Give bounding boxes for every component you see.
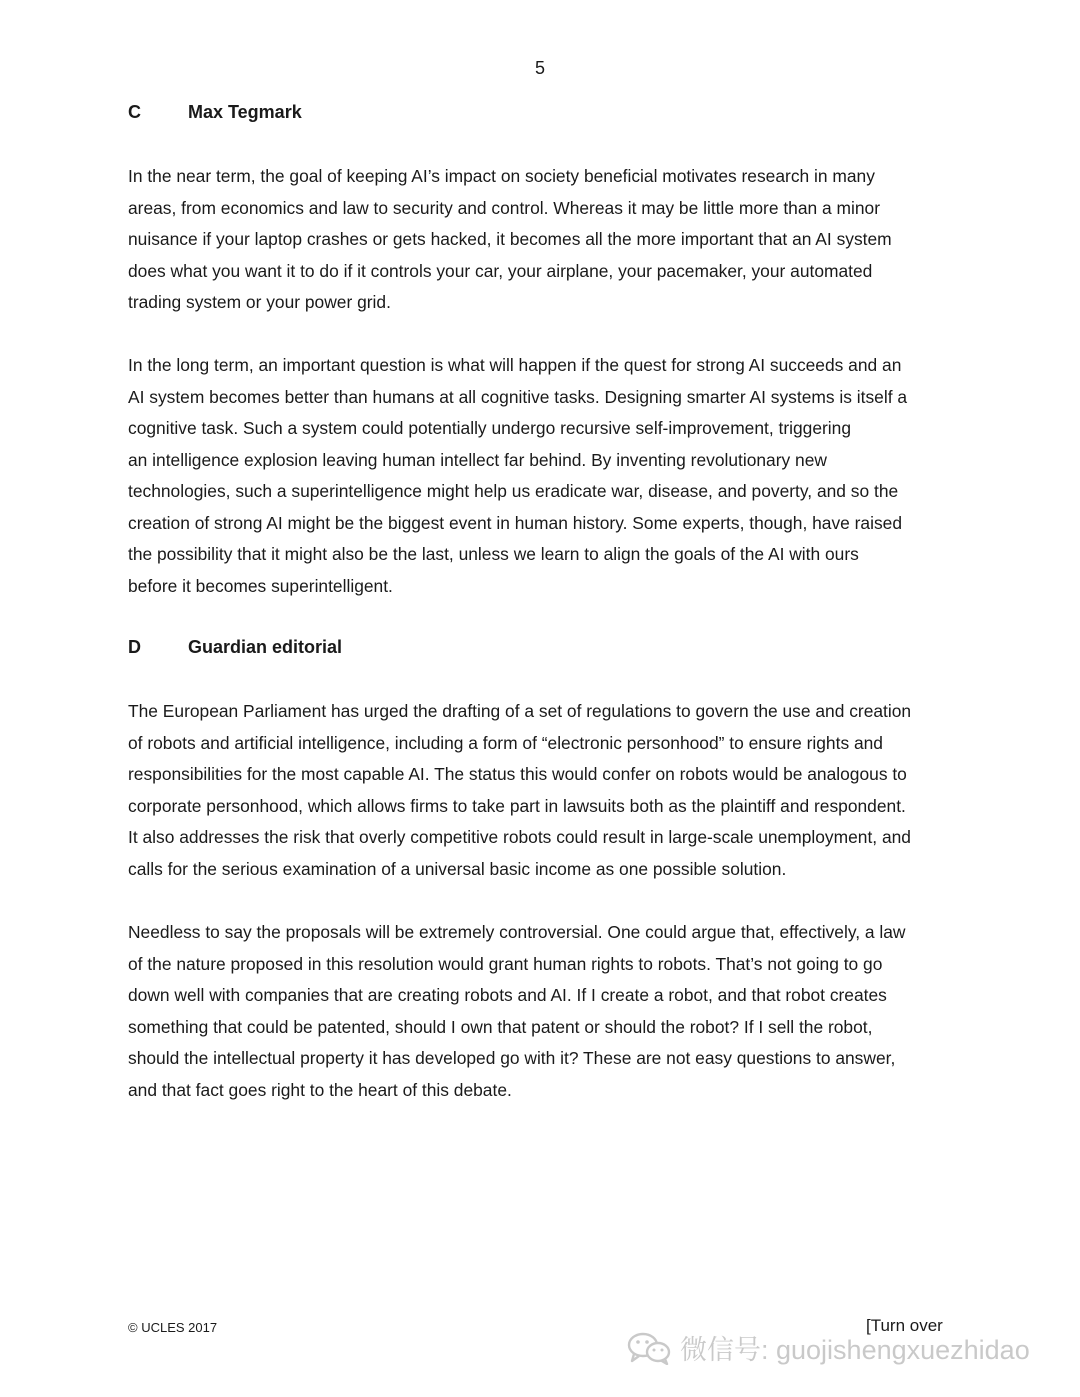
section-title: Max Tegmark — [188, 102, 302, 122]
paragraph-c2 — [128, 350, 958, 602]
text-line: should the intellectual property it has developed go with it? These are not easy questions to answer, — [128, 1048, 896, 1068]
text-line: an intelligence explosion leaving human intellect far behind. By inventing revolutionary new — [128, 449, 827, 470]
section-letter: D — [128, 637, 141, 657]
text-line: The European Parliament has urged the drafting of a set of regulations to govern the use and creation — [128, 701, 912, 721]
paragraph-d1 — [128, 696, 958, 885]
text-line: In the near term, the goal of keeping AI’s impact on society beneficial motivates research in many — [128, 166, 875, 186]
text-line: before it becomes superintelligent. — [128, 575, 393, 596]
text-line: In the long term, an important question is what will happen if the quest for strong AI succeeds and an — [128, 355, 902, 375]
footer-copyright: © UCLES 2017 — [128, 1320, 218, 1335]
footer-turn-over: [Turn over — [866, 1316, 943, 1335]
watermark — [626, 1328, 1030, 1367]
text-line: something that could be patented, should I own that patent or should the robot? If I sell the robot, — [128, 1016, 873, 1037]
section-letter: C — [128, 102, 141, 122]
text-line: Needless to say the proposals will be extremely controversial. One could argue that, effectively, a law — [128, 922, 906, 942]
text-line: corporate personhood, which allows firms to take part in lawsuits both as the plaintiff and respondent. — [128, 795, 906, 816]
text-line: areas, from economics and law to security and control. Whereas it may be little more than a minor — [128, 197, 880, 218]
text-line: down well with companies that are creating robots and AI. If I create a robot, and that robot creates — [128, 985, 887, 1005]
section-title: Guardian editorial — [188, 637, 343, 657]
text-line: creation of strong AI might be the biggest event in human history. Some experts, though, have raised — [128, 512, 903, 533]
text-line: nuisance if your laptop crashes or gets hacked, it becomes all the more important that an AI system — [128, 229, 892, 249]
watermark-text: 微信号: guojishengxuezhidao — [680, 1335, 1030, 1365]
section-heading-d — [128, 637, 342, 658]
text-line: trading system or your power grid. — [128, 292, 391, 312]
text-line: technologies, such a superintelligence might help us eradicate war, disease, and poverty, and so the — [128, 481, 899, 501]
text-line: of the nature proposed in this resolution would grant human rights to robots. That’s not going to go — [128, 953, 883, 974]
text-line: of robots and artificial intelligence, including a form of “electronic personhood” to ensure rights and — [128, 732, 883, 753]
text-line: does what you want it to do if it controls your car, your airplane, your pacemaker, your automated — [128, 260, 873, 281]
text-line: responsibilities for the most capable AI. The status this would confer on robots would be analogous to — [128, 764, 907, 784]
text-line: cognitive task. Such a system could potentially undergo recursive self-improvement, triggering — [128, 418, 852, 438]
section-heading-c — [128, 102, 302, 123]
text-line: calls for the serious examination of a universal basic income as one possible solution. — [128, 858, 787, 879]
paragraph-d2 — [128, 917, 958, 1106]
page-number: 5 — [534, 58, 545, 78]
paragraph-c1 — [128, 161, 958, 319]
text-line: AI system becomes better than humans at all cognitive tasks. Designing smarter AI systems is itself a — [128, 386, 908, 407]
text-line: and that fact goes right to the heart of this debate. — [128, 1079, 512, 1100]
text-line: the possibility that it might also be the last, unless we learn to align the goals of the AI with ours — [128, 544, 859, 564]
wechat-icon — [626, 1331, 672, 1365]
text-line: It also addresses the risk that overly competitive robots could result in large-scale unemployment, and — [128, 827, 911, 847]
